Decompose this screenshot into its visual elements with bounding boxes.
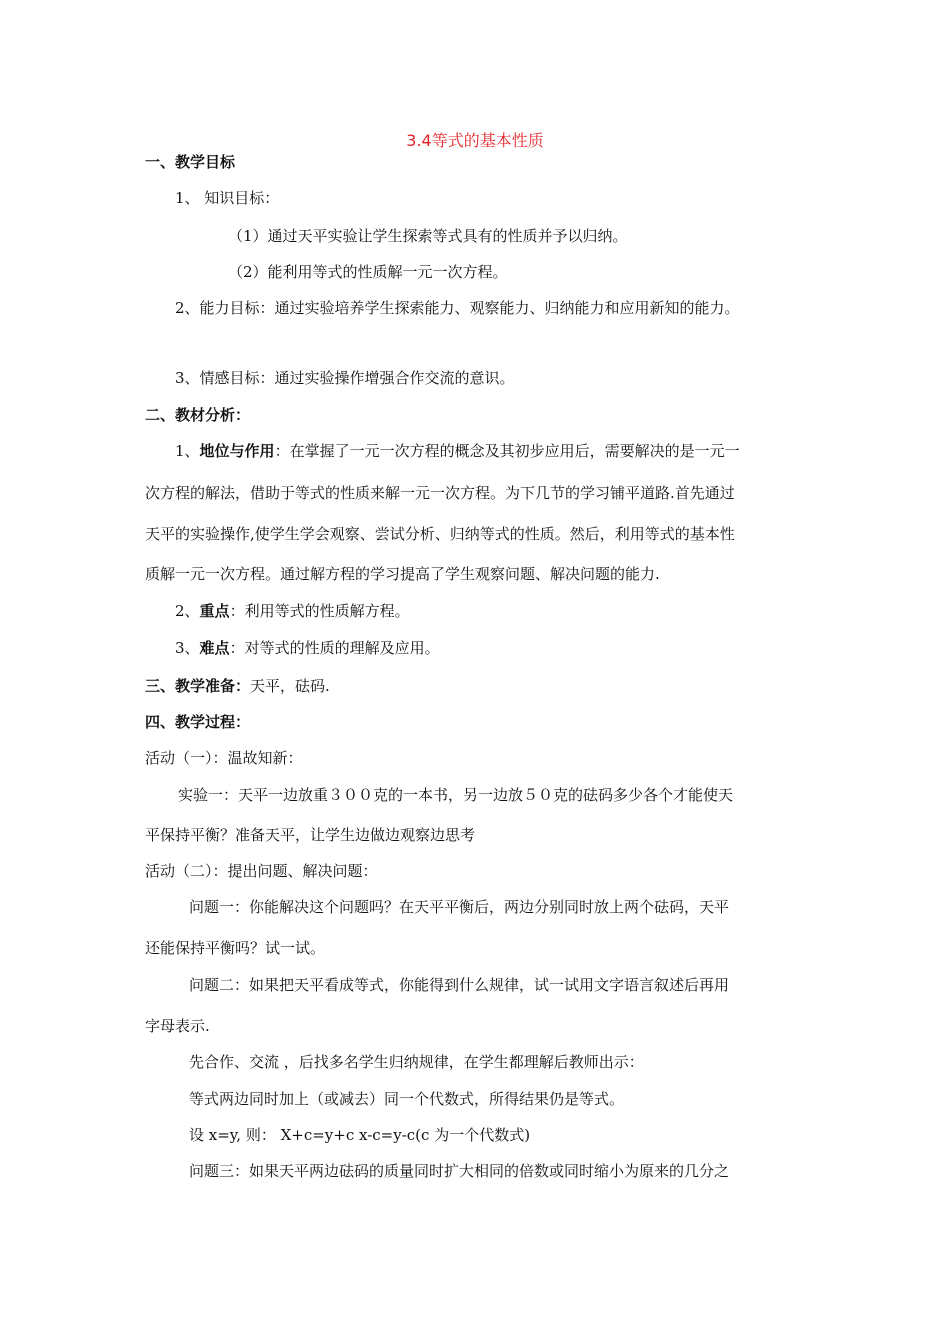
analysis-role-line2: 次方程的解法，借助于等式的性质来解一元一次方程。为下几节的学习铺平道路.首先通过: [145, 484, 735, 502]
equality-formula: 设 x=y, 则： X+c=y+c x-c=y-c(c 为一个代数式): [189, 1126, 531, 1144]
preparation-text: 天平，砝码.: [250, 677, 330, 695]
analysis-role-line3: 天平的实验操作,使学生学会观察、尝试分析、归纳等式的性质。然后，利用等式的基本性: [145, 525, 735, 543]
experiment-one-line1: 实验一：天平一边放重３００克的一本书，另一边放５０克的砝码多少各个才能使天: [178, 786, 734, 804]
analysis-difficulty: [0, 638, 950, 658]
difficulty-text: ：对等式的性质的理解及应用。: [229, 639, 440, 657]
key-point-text: ：利用等式的性质解方程。: [229, 602, 410, 620]
equality-rule: 等式两边同时加上（或减去）同一个代数式，所得结果仍是等式。: [189, 1090, 625, 1108]
analysis-role-line4: 质解一元一次方程。通过解方程的学习提高了学生观察问题、解决问题的能力.: [145, 565, 660, 583]
question-two-line1: 问题二：如果把天平看成等式，你能得到什么规律，试一试用文字语言叙述后再用: [189, 976, 730, 994]
analysis-role-label: 地位与作用: [199, 442, 275, 460]
goal-knowledge-sub2: （2）能利用等式的性质解一元一次方程。: [228, 263, 508, 281]
goal-knowledge-sub1: （1）通过天平实验让学生探索等式具有的性质并予以归纳。: [228, 227, 628, 245]
question-two-line2: 字母表示.: [145, 1017, 210, 1035]
analysis-key-point: [0, 601, 950, 621]
section-heading-preparation: 三、教学准备：: [145, 677, 251, 695]
key-point-number: 2、: [175, 602, 200, 620]
question-one-line2: 还能保持平衡吗？试一试。: [145, 939, 326, 957]
difficulty-number: 3、: [175, 639, 200, 657]
experiment-one-line2: 平保持平衡？准备天平，让学生边做边观察边思考: [145, 826, 476, 844]
difficulty-label: 难点: [199, 639, 230, 657]
analysis-role-number: 1、: [175, 442, 200, 460]
question-one-line1: 问题一：你能解决这个问题吗？在天平平衡后，两边分别同时放上两个砝码，天平: [189, 898, 730, 916]
goal-emotion: 3、情感目标：通过实验操作增强合作交流的意识。: [175, 369, 515, 387]
section-preparation: [0, 676, 950, 696]
activity-two: 活动（二）：提出问题、解决问题：: [145, 862, 378, 880]
section-heading-analysis: 二、教材分析：: [145, 406, 251, 424]
activity-one: 活动（一）：温故知新：: [145, 749, 303, 767]
cooperation-line: 先合作、交流 ，后找多名学生归纳规律，在学生都理解后教师出示：: [189, 1053, 644, 1071]
analysis-role-text: ：在掌握了一元一次方程的概念及其初步应用后，需要解决的是一元一: [274, 442, 740, 460]
key-point-label: 重点: [199, 602, 230, 620]
goal-knowledge: 1、 知识目标：: [175, 189, 280, 207]
document-title: 3.4等式的基本性质: [406, 131, 544, 150]
section-heading-goals: 一、教学目标: [145, 153, 236, 171]
question-three-line1: 问题三：如果天平两边砝码的质量同时扩大相同的倍数或同时缩小为原来的几分之: [189, 1162, 730, 1180]
goal-ability: 2、能力目标：通过实验培养学生探索能力、观察能力、归纳能力和应用新知的能力。: [175, 299, 740, 317]
analysis-role-line1: [0, 441, 950, 461]
section-heading-process: 四、教学过程：: [145, 713, 251, 731]
